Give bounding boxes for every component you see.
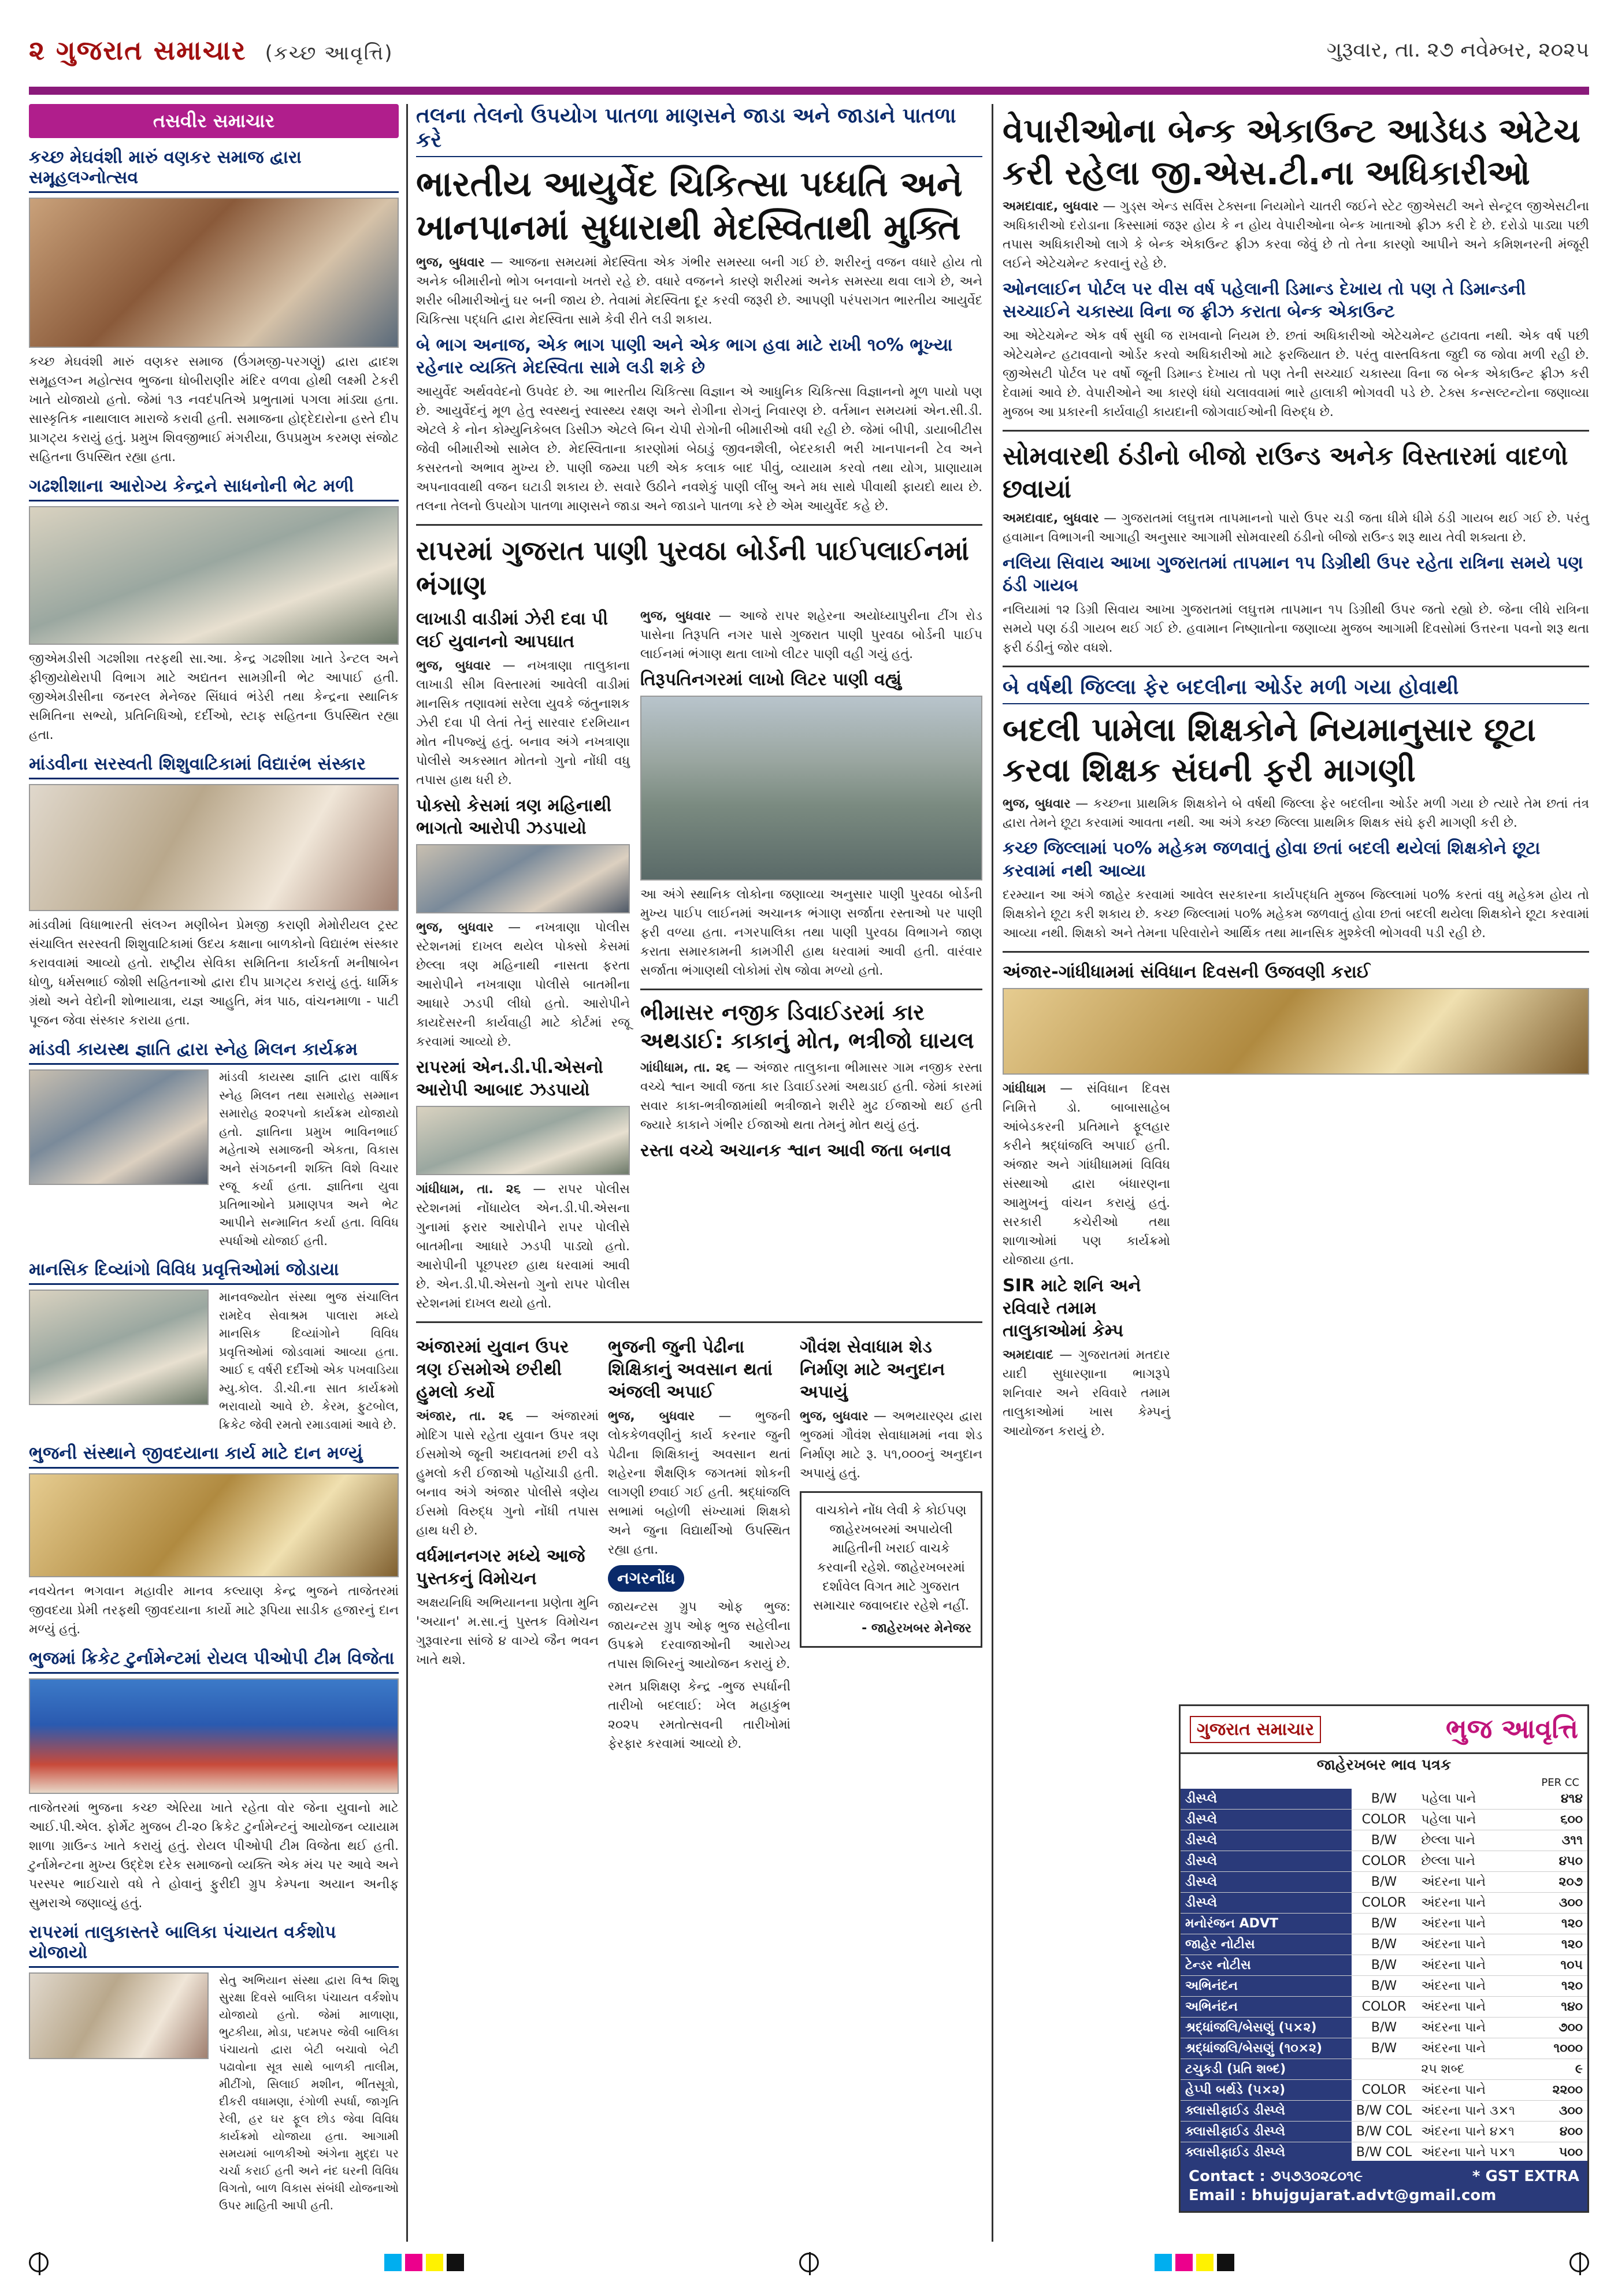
- black-swatch: [1217, 2254, 1234, 2271]
- separator: [640, 989, 982, 990]
- rate-position: અંદરના પાને: [1416, 2080, 1538, 2101]
- rate-price: ૩૦૦: [1539, 2101, 1588, 2122]
- cold-wave-subhead: નલિયા સિવાય આખા ગુજરાતમાં તાપમાન ૧૫ ડિગ્રીથી ઉપર રહેતા રાત્રિના સમયે પણ ઠંડી ગાયબ: [1003, 553, 1583, 596]
- byline: અંજાર, તા. ૨૬: [416, 1409, 514, 1424]
- black-swatch: [447, 2254, 464, 2271]
- rate-category: મનોરંજન ADVT: [1181, 1914, 1352, 1934]
- pipeline-burst-photo: [640, 696, 982, 880]
- rate-position: અંદરના પાને: [1416, 1914, 1538, 1934]
- rate-price: ૧૨૦: [1539, 1976, 1588, 1997]
- byline: ગાંધીધામ, તા. ૨૬: [416, 1182, 521, 1197]
- rate-price: ૧૦૦૦: [1539, 2038, 1588, 2059]
- rate-row: [1181, 2080, 1587, 2101]
- rate-category: અભિનંદન: [1181, 1997, 1352, 2018]
- rate-category: હેપ્પી બર્થડે (૫×૨): [1181, 2080, 1352, 2101]
- story-body: માંડવીમાં વિધાભારતી સંલગ્ન મણીબેન પ્રેમજી કરાણી મેમોરીયલ ટ્રસ્ટ સંચાલિત સરસ્વતી શિશુવાટિકામાં ઉદય કક્ષાના બાળકોનો વિદ્યારંભ સંસ્કાર કરાવવામાં આવ્યો હતો. રાષ્ટ્રીય સેવિકા સમિતિના કાર્યકર્તા મનીષાબેન ધોળુ, ધર્મસભાઈ જોશી સહિતનાઓ દ્વારા દીપ પ્રાગટ્ય કરાયું હતું. ધાર્મિક ગ્રંથો અને વેદોની શોભાયાત્રા, યજ્ઞ આહુતિ, મંત્ર પાઠ, વાંચનમાળા - પાટી પૂજન જેવા સંસ્કાર કરાયા હતા.: [29, 918, 399, 1028]
- samvidhan-text: સંવિધાન દિવસ નિમિત્તે ડો. બાબાસાહેબ આંબેડકરની પ્રતિમાને ફૂલહાર કરીને શ્રદ્ધાંજલિ અપાઈ હતી. અંજાર અને ગાંધીધામમાં વિવિધ સંસ્થાઓ દ્વારા બંધારણના આમુખનું વાંચન કરાયું હતું. સરકારી કચેરીઓ તથા શાળાઓમાં પણ કાર્યક્રમો યોજાયા હતા.: [1003, 1082, 1170, 1268]
- byline: ગાંધીધામ: [1003, 1082, 1046, 1097]
- gst-lead-text: ગુડ્સ એન્ડ સર્વિસ ટેક્સના નિયમોને ચાતરી જઈને સ્ટેટ જીએસટી અને સેન્ટ્રલ જીએસટીના અધિકારીઓ દરોડાના કિસ્સામાં જરૂર હોય કે ન હોય વેપારીઓના બેન્ક ખાતાઓ ફ્રીઝ કરી દે છે. દરોડો પાડ્યા પછી તપાસ અધિકારીઓ લાગે કે બેન્ક એકાઉન્ટ ફ્રીઝ કરવા જેવું છે તો તેના કારણો આપીને અને કમિશનરની મંજૂરી લઈને એટેચમેન્ટ કરવાનું રહે છે.: [1003, 199, 1589, 271]
- byline: ભુજ, બુધવાર: [416, 658, 491, 673]
- byline: ભુજ, બુધવાર: [608, 1409, 695, 1424]
- rate-position: ૨૫ શબ્દ: [1416, 2059, 1538, 2080]
- story-slug: રાપરમાં તાલુકાસ્તરે બાલિકા પંચાયત વર્કશોપ યોજાયો: [29, 1918, 399, 1968]
- rate-position: અંદરના પાને: [1416, 1872, 1538, 1893]
- bhimasar-body: ગાંધીધામ, તા. ૨૬ — અંજાર તાલુકાના ભીમાસર ગામ નજીક રસ્તા વચ્ચે શ્વાન આવી જતા કાર ડિવાઈડરમાં અથડાઈ હતી. જેમાં કારમાં સવાર કાકા-ભત્રીજામાંથી ભત્રીજાને શરીરે મુઢ ઈજાઓ થઈ હતી જ્યારે કાકાને ગંભીર ઈજાઓ થતા તેમનું મોત થયું હતું.: [640, 1061, 982, 1133]
- rate-row: [1181, 2018, 1587, 2038]
- rate-position: અંદરના પાને: [1416, 2018, 1538, 2038]
- byline: ગાંધીધામ, તા. ૨૬: [640, 1061, 730, 1076]
- divyang-photo: [29, 1290, 209, 1405]
- story-body: સેતુ અભિયાન સંસ્થા દ્વારા વિશ્વ શિશુ સુરક્ષા દિવસે બાલિકા પંચાયત વર્કશોપ યોજાયો હતો. જેમાં માળાણા, ભુટકીયા, મોડા, પદમપર જેવી બાલિકા પંચાયતો દ્વારા બેટી બચાવો બેટી પઢાવોના સૂત્ર સાથે બાળકી તાલીમ, મીટીંગો, સિલાઈ મશીન, ભીંતસૂત્રો, દીકરી વધામણા, રંગોળી સ્પર્ધા, જાગૃતિ રેલી, હર ઘર ફૂલ છોડ જેવા વિવિધ કાર્યક્રમો યોજાયા હતા. આગામી સમયમાં બાળકીઓ અંગેના મુદ્દા પર ચર્ચા કરાઈ હતી અને નંદ ઘરની વિવિધ વિગતો, બાળ વિકાસ સંબંધી યોજનાઓ ઉપર માહિતી આપી હતી.: [219, 1973, 399, 2212]
- rate-category: ક્લાસીફાઈડ ડીસ્પ્લે: [1181, 2142, 1352, 2163]
- story-body: કચ્છ મેઘવંશી મારું વણકર સમાજ (ઉંગમજી-પરગણું) દ્વારા દ્વાદશ સમૂહલગ્ન મહોત્સવ ભુજના ધોબીરાણીર મંદિર વળવા હોથી લક્ષ્મી ટેકરી ખાતે યોજાયો હતો. જેમાં ૧૩ નવદંપતિએ પ્રભુતામાં પગલા માંડ્યા હતા. સાસ્કૃતિક નાથાલાલ મારાજે કરાવી હતી. સમાજના હોદ્દેદારોના હસ્તે દીપ પ્રાગટ્ય કરાયું હતું. પ્રમુખ શિવજીભાઈ મંગરીયા, ઉપપ્રમુખ કરમણ સંજોટ સહિતના ઉપસ્થિત રહ્યા હતા.: [29, 355, 399, 465]
- rate-row: [1181, 1934, 1587, 1955]
- rate-type: [1352, 2059, 1417, 2080]
- ndps-body: ગાંધીધામ, તા. ૨૬ — રાપર પોલીસ સ્ટેશનમાં નોંધાયેલ એન.ડી.પી.એસના ગુનામાં ફરાર આરોપીને રાપર પોલીસે બાતમીના આધારે ઝડપી પાડ્યો હતો. આરોપીની પૂછપરછ હાથ ધરવામાં આવી છે. એન.ડી.પી.એસનો ગુનો રાપર પોલીસ સ્ટેશનમાં દાખલ થયો હતો.: [416, 1182, 630, 1311]
- rate-table: [1181, 1789, 1587, 2163]
- masthead-rule: [29, 87, 1589, 95]
- cold-lead-text: ગુજરાતમાં લઘુત્તમ તાપમાનનો પારો ઉપર ચડી જતા ધીમે ધીમે ઠંડી ગાયબ થઈ ગઈ છે. પરંતુ હવામાન વિભાગની આગાહી અનુસાર આગામી સોમવારથી ઠંડીનો બીજો રાઉન્ડ શરૂ થાય તેવી શક્યતા છે.: [1003, 511, 1589, 545]
- rate-contact: [1181, 2161, 1587, 2211]
- samvidhan-photo: [1003, 988, 1589, 1075]
- ayurveda-headline: ભારતીય આયુર્વેદ ચિકિત્સા પધ્ધતિ અને ખાનપાનમાં સુધારાથી મેદસ્વિતાથી મુક્તિ: [416, 164, 963, 248]
- rate-row: [1181, 2142, 1587, 2163]
- transfer-body: દરમ્યાન આ અંગે જાહેર કરવામાં આવેલ સરકારના કાર્યપદ્ધતિ મુજબ જિલ્લામાં ૫૦% કરતાં વધુ મહેકમ હોય તો શિક્ષકોને છૂટા કરી શકાય છે. કચ્છ જિલ્લામાં ૫૦% મહેકમ જળવાતું હોવા છતાં બદલી થયેલા શિક્ષકોને છૂટા કરવામાં આવ્યા નથી. શિક્ષકો અને તેમના પરિવારોને આર્થિક તથા માનસિક મુશ્કેલી ભોગવવી પડી રહી છે.: [1003, 888, 1589, 941]
- right-column: [1003, 104, 1589, 1441]
- rate-price: ૧૨૦: [1539, 1934, 1588, 1955]
- paper-logo: ગુજરાત સમાચાર: [1190, 1716, 1321, 1743]
- lakhadi-headline: લાખાડી વાડીમાં ઝેરી દવા પી લઈ યુવાનનો આપઘાત: [416, 608, 608, 652]
- teacher-tribute-headline: ભુજની જુની પેઢીના શિક્ષિકાનું અવસાન થતાં અંજલી અપાઈ: [608, 1336, 773, 1402]
- gaushala-headline: ગૌવંશ સેવાધામ શેડ નિર્માણ માટે અનુદાન અપાયું: [800, 1336, 945, 1402]
- nagarnondh-item: જાયન્ટસ ગ્રુપ ઓફ ભુજ: જાયન્ટસ ગ્રુપ ઓફ ભુજ સહેલીના ઉપક્રમે દરવાજાઓની આરોગ્ય તપાસ શિબિરનું આયોજન કરાયું છે.: [608, 1599, 791, 1671]
- rate-position: અંદરના પાને: [1416, 1955, 1538, 1976]
- gst-body: આ એટેચમેન્ટ એક વર્ષ સુધી જ રાખવાનો નિયમ છે. છતાં અધિકારીઓ એટેચમેન્ટ હટાવતા નથી. એક વર્ષ પછી એટેચમેન્ટ હટાવવાનો ઓર્ડર કરવો અધિકારીઓ માટે ફરજિયાત છે. પરંતુ વાસ્તવિકતા જુદી જ જોવા મળી રહી છે. જીએસટી પોર્ટલ પર વર્ષો જૂની ડિમાન્ડ દેખાય તો પણ તેની સચ્ચાઈ ચકાસ્યા વિના જ બેન્ક એકાઉન્ટ ફ્રીઝ કરી દેવામાં આવે છે. વેપારીઓને આ કારણે ધંધો ચલાવવામાં ભારે હાલાકી ભોગવવી પડે છે. ટેક્સ કન્સલ્ટન્ટોના જણાવ્યા મુજબ આ પ્રકારની કાર્યવાહી કાયદાની જોગવાઈઓની વિરુદ્ધ છે.: [1003, 329, 1589, 419]
- teacher-transfer-headline: બદલી પામેલા શિક્ષકોને નિયમાનુસાર છૂટા કરવા શિક્ષક સંઘની ફરી માગણી: [1003, 711, 1536, 790]
- rate-type: COLOR: [1352, 2080, 1417, 2101]
- rapar-pipeline-headline: રાપરમાં ગુજરાત પાણી પુરવઠા બોર્ડની પાઈપલાઈનમાં ભંગાણ: [416, 535, 970, 601]
- rate-price: ૭૦૦: [1539, 2018, 1588, 2038]
- rate-position: પહેલા પાને: [1416, 1789, 1538, 1810]
- rate-row: [1181, 2038, 1587, 2059]
- gaushala-body: ભુજ, બુધવાર — અભયારણ્ય દ્વારા ભુજમાં ગૌવંશ સેવાધામમાં નવા શેડ નિર્માણ માટે રૂ. ૫૧,૦૦૦નું અનુદાન અપાયું હતું.: [800, 1409, 982, 1481]
- ndps-headline: રાપરમાં એન.ડી.પી.એસનો આરોપી આબાદ ઝડપાયો: [416, 1057, 603, 1100]
- rate-category: ડીસ્પ્લે: [1181, 1893, 1352, 1914]
- rate-type: COLOR: [1352, 1997, 1417, 2018]
- rate-position: અંદરના પાને: [1416, 1976, 1538, 1997]
- notice-text: વાચકોને નોંધ લેવી કે કોઈપણ જાહેરખબરમાં અપાયેલી માહિતીની ખરાઈ વાચકે કરવાની રહેશે. જાહેરખબરમાં દર્શાવેલ વિગત માટે ગુજરાત સમાચાર જવાબદાર રહેશે નહીં.: [812, 1503, 970, 1613]
- rate-price: ૩૦૦: [1539, 1893, 1588, 1914]
- registration-mark-icon: [799, 2253, 819, 2272]
- photo-news-column: [29, 104, 399, 2242]
- masthead: [29, 23, 1589, 87]
- ndps-text: રાપર પોલીસ સ્ટેશનમાં નોંધાયેલ એન.ડી.પી.એસના ગુનામાં ફરાર આરોપીને રાપર પોલીસે બાતમીના આધારે ઝડપી પાડ્યો હતો. આરોપીની પૂછપરછ હાથ ધરવામાં આવી છે. એન.ડી.પી.એસનો ગુનો રાપર પોલીસ સ્ટેશનમાં દાખલ થયો હતો.: [416, 1182, 630, 1311]
- rate-position: અંદરના પાને ૪×૧: [1416, 2122, 1538, 2142]
- transfer-subhead: કચ્છ જિલ્લામાં ૫૦% મહેકમ જળવાતું હોવા છતાં બદલી થયેલાં શિક્ષકોને છૂટા કરવામાં નથી આવ્યા: [1003, 838, 1541, 882]
- rate-row: [1181, 2059, 1587, 2080]
- contact-email: Email : bhujgujarat.advt@gmail.com: [1189, 2187, 1497, 2204]
- story-body: તાજેતરમાં ભુજના કચ્છ એરિયા ખાતે રહેતા વોર જેના યુવાનો માટે આઈ.પી.એલ. ફોર્મેટ મુજબ ટી-૨૦ ક્રિકેટ ટુર્નામેન્ટનું આયોજન વ્યાયામ શાળા ગ્રાઉન્ડ ખાતે કરાયું હતું. રોયલ પીઓપી ટીમ વિજેતા થઈ હતી. ટુર્નામેન્ટના મુખ્ય ઉદ્દેશ દરેક સમાજનો વ્યક્તિ એક મંચ પર આવે અને પરસ્પર ભાઈચારો વધે તે હોવાનું ફુરીદી ગ્રુપ કેમ્પના અયાન અનીફ સુમરાએ જણાવ્યું હતું.: [29, 1801, 399, 1911]
- rate-row: [1181, 1830, 1587, 1851]
- byline: અમદાવાદ, બુધવાર: [1003, 511, 1099, 526]
- anjar-attack-body: અંજાર, તા. ૨૬ — અંજારમાં મોદિગ પાસે રહેતા યુવાન ઉપર ત્રણ ઈસમોએ જૂની અદાવતમાં છરી વડે હુમલો કરી ઈજાઓ પહોંચાડી હતી. બનાવ અંગે અંજાર પોલીસે ત્રણેય ઈસમો વિરુદ્ધ ગુનો નોંધી તપાસ હાથ ધરી છે.: [416, 1409, 599, 1538]
- story-slug: માનસિક દિવ્યાંગો વિવિધ પ્રવૃત્તિઓમાં જોડાયા: [29, 1255, 399, 1285]
- kicker: તલના તેલનો ઉપયોગ પાતળા માણસને જાડા અને જાડાને પાતળા કરે: [416, 104, 982, 157]
- rate-category: જાહેર નોટીસ: [1181, 1934, 1352, 1955]
- registration-mark-icon: [29, 2253, 49, 2272]
- rate-category: ડીસ્પ્લે: [1181, 1872, 1352, 1893]
- rate-price: ૪૦૦: [1539, 2122, 1588, 2142]
- story-slug: ભુજમાં ક્રિકેટ ટુર્નામેન્ટમાં રોયલ પીઓપી ટીમ વિજેતા: [29, 1644, 399, 1674]
- samvidhan-body: ગાંધીધામ — સંવિધાન દિવસ નિમિત્તે ડો. બાબાસાહેબ આંબેડકરની પ્રતિમાને ફૂલહાર કરીને શ્રદ્ધાંજલિ અપાઈ હતી. અંજાર અને ગાંધીધામમાં વિવિધ સંસ્થાઓ દ્વારા બંધારણના આમુખનું વાંચન કરાયું હતું. સરકારી કચેરીઓ તથા શાળાઓમાં પણ કાર્યક્રમો યોજાયા હતા.: [1003, 1082, 1170, 1268]
- anjar-attack-headline: અંજારમાં યુવાન ઉપર ત્રણ ઈસમોએ છરીથી હુમલો કર્યો: [416, 1336, 569, 1402]
- lead-text: આજના સમયમાં મેદસ્વિતા એક ગંભીર સમસ્યા બની ગઈ છે. શરીરનું વજન વધારે હોય તો અનેક બીમારીનો ભોગ બનવાનો ખતરો રહે છે. વધારે વજનને કારણે શરીરમાં અનેક સમસ્યા થવા લાગે છે, અને શરીર બીમારીઓનું ઘર બની જાય છે. તેવામાં મેદસ્વિતા દૂર કરવી જરૂરી છે. આપણી પરંપરાગત ભારતીય આયુર્વેદ ચિકિત્સા પદ્ધતિ દ્વારા મેદસ્વિતા સામે કેવી રીતે લડી શકાય.: [416, 255, 982, 327]
- rate-price: ૩૧૧: [1539, 1830, 1588, 1851]
- teacher-text: ભુજની લોકકેળવણીનું કાર્ય કરનાર જુની પેઢીના શિક્ષિકાનું અવસાન થતાં શહેરના શૈક્ષણિક જગતમાં શોકની લાગણી છવાઈ ગઈ હતી. શ્રદ્ધાંજલિ સભામાં બહોળી સંખ્યામાં શિક્ષકો અને જુના વિદ્યાર્થીઓ ઉપસ્થિત રહ્યા હતા.: [608, 1409, 791, 1557]
- contact-number: Contact : ૭૫૭૩૦૨૮૦૧૯: [1189, 2168, 1363, 2185]
- school-photo: [29, 784, 399, 911]
- rate-price: ૨૨૦૦: [1539, 2080, 1588, 2101]
- rate-position: અંદરના પાને: [1416, 1893, 1538, 1914]
- rate-type: COLOR: [1352, 1851, 1417, 1872]
- story-body: માંડવી કાયસ્થ જ્ઞાતિ દ્વારા વાર્ષિક સ્નેહ મિલન તથા સમારોહ સમ્માન સમારોહ ૨૦૨૫નો કાર્યક્રમ યોજાયો હતો. જ્ઞાતિના પ્રમુખ ભાવિનભાઈ મહેતાએ સમાજની એકતા, વિકાસ અને સંગઠનની શક્તિ વિશે વિચાર રજૂ કર્યા હતા. જ્ઞાતિના યુવા પ્રતિભાઓને પ્રમાણપત્ર અને ભેટ આપીને સન્માનિત કર્યા હતા. વિવિધ સ્પર્ધાઓ યોજાઈ હતી.: [219, 1070, 399, 1248]
- pocso-text: નખત્રાણા પોલીસ સ્ટેશનમાં દાખલ થયેલ પોક્સો કેસમાં છેલ્લા ત્રણ મહિનાથી નાસતા ફરતા આરોપીને નખત્રાણા પોલીસે બાતમીના આધારે ઝડપી લીધો હતો. આરોપીને કાયદેસરની કાર્યવાહી માટે કોર્ટમાં રજૂ કરવામાં આવ્યો છે.: [416, 920, 630, 1049]
- cold-wave-lead: અમદાવાદ, બુધવાર — ગુજરાતમાં લઘુત્તમ તાપમાનનો પારો ઉપર ચડી જતા ધીમે ધીમે ઠંડી ગાયબ થઈ ગઈ છે. પરંતુ હવામાન વિભાગની આગાહી અનુસાર આગામી સોમવારથી ઠંડીનો બીજો રાઉન્ડ શરૂ થાય તેવી શક્યતા છે.: [1003, 511, 1589, 545]
- rate-category: ડીસ્પ્લે: [1181, 1851, 1352, 1872]
- rate-position: અંદરના પાને: [1416, 1997, 1538, 2018]
- rate-row: [1181, 1851, 1587, 1872]
- byline: ભુજ, બુધવાર: [800, 1409, 869, 1424]
- middle-column: [416, 104, 982, 1753]
- rate-type: B/W: [1352, 1789, 1417, 1810]
- ad-rate-card: [1179, 1704, 1589, 2213]
- vardhman-body: અક્ષયનિધિ અભિયાનના પ્રણેતા મુનિ 'અયાન' મ.સા.નું પુસ્તક વિમોચન ગુરૂવારના સાંજે ૪ વાગ્યે જૈન ભવન ખાતે થશે.: [416, 1595, 599, 1667]
- anjar-text: અંજારમાં મોદિગ પાસે રહેતા યુવાન ઉપર ત્રણ ઈસમોએ જૂની અદાવતમાં છરી વડે હુમલો કરી ઈજાઓ પહોંચાડી હતી. બનાવ અંગે અંજાર પોલીસે ત્રણેય ઈસમો વિરુદ્ધ ગુનો નોંધી તપાસ હાથ ધરી છે.: [416, 1409, 599, 1538]
- rate-row: [1181, 2101, 1587, 2122]
- sir-camp-headline: SIR માટે શનિ અને રવિવારે તમામ તાલુકાઓમાં કેમ્પ: [1003, 1276, 1141, 1342]
- byline: અમદાવાદ: [1003, 1348, 1053, 1363]
- cyan-swatch: [384, 2254, 402, 2271]
- rate-category: ડીસ્પ્લે: [1181, 1810, 1352, 1830]
- rate-category: અભિનંદન: [1181, 1976, 1352, 1997]
- ayurveda-lead: ભુજ, બુધવાર — આજના સમયમાં મેદસ્વિતા એક ગંભીર સમસ્યા બની ગઈ છે. શરીરનું વજન વધારે હોય તો અનેક બીમારીનો ભોગ બનવાનો ખતરો રહે છે. વધારે વજનને કારણે શરીરમાં અનેક સમસ્યા થવા લાગે છે, અને શરીર બીમારીઓનું ઘર બની જાય છે. તેવામાં મેદસ્વિતા દૂર કરવી જરૂરી છે. આપણી પરંપરાગત ભારતીય આયુર્વેદ ચિકિત્સા પદ્ધતિ દ્વારા મેદસ્વિતા સામે કેવી રીતે લડી શકાય.: [416, 255, 982, 327]
- rate-type: B/W: [1352, 2038, 1417, 2059]
- nagarnondh-item: રમત પ્રશિક્ષણ કેન્દ્ર -ભુજ સ્પર્ધાની તારીખો બદલાઈ: ખેલ મહાકુંભ ૨૦૨૫ રમતોત્સવની તારીખોમાં ફેરફાર કરવામાં આવ્યો છે.: [608, 1679, 791, 1751]
- rate-position: અંદરના પાને ૫×૧: [1416, 2142, 1538, 2163]
- transfer-lead-text: કચ્છના પ્રાથમિક શિક્ષકોને બે વર્ષથી જિલ્લા ફેર બદલીના ઓર્ડર મળી ગયા છે ત્યારે તેમ છતાં તંત્ર દ્વારા તેમને છૂટા કરવામાં આવતા નથી. આ અંગે કચ્છ જિલ્લા પ્રાથમિક શિક્ષક સંઘે ફરી માગણી કરી છે.: [1003, 797, 1590, 831]
- bhimasar-headline: ભીમાસર નજીક ડિવાઈડરમાં કાર અથડાઈ: કાકાનું મોત, ભત્રીજો ઘાયલ: [640, 999, 974, 1053]
- transfer-lead: ભુજ, બુધવાર — કચ્છના પ્રાથમિક શિક્ષકોને બે વર્ષથી જિલ્લા ફેર બદલીના ઓર્ડર મળી ગયા છે ત્યારે તેમ છતાં તંત્ર દ્વારા તેમને છૂટા કરવામાં આવતા નથી. આ અંગે કચ્છ જિલ્લા પ્રાથમિક શિક્ષક સંઘે ફરી માગણી કરી છે.: [1003, 797, 1590, 831]
- rate-row: [1181, 1976, 1587, 1997]
- paper-name: ગુજરાત સમાચાર: [56, 35, 247, 66]
- vardhman-headline: વર્ધમાનનગર મધ્યે આજે પુસ્તકનું વિમોચન: [416, 1545, 585, 1589]
- rate-price: ૪૧૪: [1539, 1789, 1588, 1810]
- sir-camp-body: અમદાવાદ — ગુજરાતમાં મતદાર યાદી સુધારણાના ભાગરૂપે શનિવાર અને રવિવારે તમામ તાલુકાઓમાં ખાસ કેમ્પનું આયોજન કરાયું છે.: [1003, 1348, 1170, 1439]
- rate-row: [1181, 1872, 1587, 1893]
- rate-position: અંદરના પાને: [1416, 1934, 1538, 1955]
- separator: [416, 1321, 982, 1323]
- story-slug: કચ્છ મેઘવંશી મારું વણકર સમાજ દ્વારા સમૂહલગ્નોત્સવ: [29, 143, 399, 193]
- ndps-accused-photo: [416, 1106, 630, 1175]
- lakhadi-text: નખત્રાણા તાલુકાના લાખાડી સીમ વિસ્તારમાં આવેલી વાડીમાં માનસિક તણાવમાં સરેલા યુવકે જંતુનાશક ઝેરી દવા પી લેતાં તેનું સારવાર દરમિયાન મોત નીપજ્યું હતું. બનાવ અંગે નખત્રાણા પોલીસે અકસ્માત મોતનો ગુનો નોંધી વધુ તપાસ હાથ ધરી છે.: [416, 658, 630, 787]
- gst-note: * GST EXTRA: [1472, 2168, 1579, 2185]
- rate-category: ડીસ્પ્લે: [1181, 1789, 1352, 1810]
- rate-price: ૪૫૦: [1539, 1851, 1588, 1872]
- photo-news-ribbon: તસવીર સમાચાર: [29, 104, 399, 138]
- story-body: નવચેતન ભગવાન મહાવીર માનવ કલ્યાણ કેન્દ્ર ભુજને તાજેતરમાં જીવદયા પ્રેમી તરફથી જીવદયાના કાર્યો માટે રૂપિયા સાડીક હજારનું દાન મળ્યું હતું.: [29, 1584, 399, 1637]
- rate-category: શ્રદ્ધાંજલિ/બેસણું (૧૦×૨): [1181, 2038, 1352, 2059]
- rate-price: ૯: [1539, 2059, 1588, 2080]
- rate-position: પહેલા પાને: [1416, 1810, 1538, 1830]
- workshop-photo: [29, 1972, 209, 2059]
- pocso-headline: પોક્સો કેસમાં ત્રણ મહિનાથી ભાગતો આરોપી ઝડપાયો: [416, 795, 612, 838]
- rate-type: B/W: [1352, 1955, 1417, 1976]
- transfer-kicker: બે વર્ષથી જિલ્લા ફેર બદલીના ઓર્ડર મળી ગયા હોવાથી: [1003, 675, 1589, 704]
- separator: [1003, 666, 1589, 667]
- byline: ભુજ, બુધવાર: [416, 255, 485, 270]
- rate-unit: PER CC: [1541, 1777, 1579, 1789]
- rapar-lead: ભુજ, બુધવાર — આજે રાપર શહેરના અયોધ્યાપુરીના ટીંગ રોડ પાસેના તિરૂપતિ નગર પાસે ગુજરાત પાણી પુરવઠા બોર્ડની પાઈપ લાઈનમાં ભંગાણ થતા લાખો લીટર પાણી વહી ગયું હતું.: [640, 608, 982, 662]
- rate-type: B/W COL: [1352, 2101, 1417, 2122]
- rate-row: [1181, 2122, 1587, 2142]
- magenta-swatch: [1175, 2254, 1193, 2271]
- yellow-swatch: [426, 2254, 443, 2271]
- rate-category: ટેન્ડર નોટીસ: [1181, 1955, 1352, 1976]
- nagarnondh-tag: નગરનોંધ: [608, 1565, 684, 1592]
- story-body: માનવજ્યોત સંસ્થા ભુજ સંચાલિત રામદેવ સેવાશ્રમ પાલારા મધ્યે માનસિક દિવ્યાંગોને વિવિધ પ્રવૃત્તિઓમાં જોડવામાં આવ્યા હતા. આઈ ૬ વર્ષરી દર્દીઓ એક પખવાડિયા મ્યુ.કોલ. ડી.ચી.ના સાત કાર્યક્રમો ભરાવાયો આવે છે. કેરમ, ફુટબોલ, ક્રિકેટ જેવી રમતો રમાડવામાં આવે છે.: [219, 1290, 399, 1432]
- rate-price: ૧૪૦: [1539, 1997, 1588, 2018]
- color-bar: [384, 2254, 464, 2271]
- edition-label: (કચ્છ આવૃત્તિ): [265, 42, 394, 65]
- cold-wave-headline: સોમવારથી ઠંડીનો બીજો રાઉન્ડ અનેક વિસ્તારમાં વાદળો છવાયાં: [1003, 441, 1568, 504]
- rate-category: ટચુકડી (પ્રતિ શબ્દ): [1181, 2059, 1352, 2080]
- rate-type: B/W: [1352, 1976, 1417, 1997]
- column-divider: [992, 104, 993, 2242]
- byline: ભુજ, બુધવાર: [416, 920, 493, 935]
- lakhadi-body: ભુજ, બુધવાર — નખત્રાણા તાલુકાના લાખાડી સીમ વિસ્તારમાં આવેલી વાડીમાં માનસિક તણાવમાં સરેલા યુવકે જંતુનાશક ઝેરી દવા પી લેતાં તેનું સારવાર દરમિયાન મોત નીપજ્યું હતું. બનાવ અંગે નખત્રાણા પોલીસે અકસ્માત મોતનો ગુનો નોંધી વધુ તપાસ હાથ ધરી છે.: [416, 658, 630, 787]
- pocso-body: ભુજ, બુધવાર — નખત્રાણા પોલીસ સ્ટેશનમાં દાખલ થયેલ પોક્સો કેસમાં છેલ્લા ત્રણ મહિનાથી નાસતા ફરતા આરોપીને નખત્રાણા પોલીસે બાતમીના આધારે ઝડપી લીધો હતો. આરોપીને કાયદેસરની કાર્યવાહી માટે કોર્ટમાં રજૂ કરવામાં આવ્યો છે.: [416, 920, 630, 1049]
- bhimasar-subhead: રસ્તા વચ્ચે અચાનક શ્વાન આવી જતા બનાવ: [640, 1140, 952, 1161]
- rate-card-title: જાહેરખબર ભાવ પત્રક: [1316, 1756, 1452, 1774]
- rate-type: B/W COL: [1352, 2142, 1417, 2163]
- rate-category: ક્લાસીફાઈડ ડીસ્પ્લે: [1181, 2101, 1352, 2122]
- rate-type: B/W: [1352, 1830, 1417, 1851]
- gst-subhead: ઓનલાઈન પોર્ટલ પર વીસ વર્ષ પહેલાની ડિમાન્ડ દેખાય તો પણ તે ડિમાન્ડની સચ્ચાઈને ચકાસ્યા વિના જ ફ્રીઝ કરાતા બેન્ક એકાઉન્ટ: [1003, 279, 1526, 322]
- ayurveda-body: આયુર્વેદ અર્થવવેદનો ઉપવેદ છે. આ ભારતીય ચિકિત્સા વિજ્ઞાન એ આધુનિક ચિકિત્સા વિજ્ઞાનનો મૂળ પાયો પણ છે. આયુર્વેદનું મૂળ હેતુ સ્વસ્થનું સ્વાસ્થ્ય રક્ષણ અને રોગીના રોગનું નિવારણ છે. વર્તમાન સમયમાં એન.સી.ડી. એટલે કે નોન કોમ્યુનિકેબલ ડિસીઝ એટલે બિન ચેપી રોગોની બીમારીઓ વધી રહી છે. જેમાં બીપી, ડાયાબીટીસ જેવી બીમારીઓ સામેલ છે. મેદસ્વિતાના કારણોમાં બેઠાડું જીવનશૈલી, બેદરકારી ભરી ખાનપાનની ટેવ અને કસરતનો અભાવ મુખ્ય છે. પાણી જમ્યા પછી એક કલાક બાદ પીવું, વ્યાયામ કરવો તથા યોગ, પ્રાણાયામ અપનાવવાથી વજન ઘટાડી શકાય છે. સવારે ઉઠીને નવશેકું પાણી લીંબુ અને મધ સાથે પીવાથી ફાયદો થાય છે. તલના તેલનો ઉપયોગ પાતળા માણસને જાડા અને જાડાને પાતળા કરે છે એમ આયુર્વેદ કહે છે.: [416, 385, 982, 514]
- story-slug: માંડવીના સરસ્વતી શિશુવાટિકામાં વિદ્યારંભ સંસ્કાર: [29, 749, 399, 779]
- rate-price: ૧૨૦: [1539, 1914, 1588, 1934]
- magenta-swatch: [405, 2254, 422, 2271]
- rate-price: ૧૦૫: [1539, 1955, 1588, 1976]
- rapar-body: આ અંગે સ્થાનિક લોકોના જણાવ્યા અનુસાર પાણી પુરવઠા બોર્ડની મુખ્ય પાઈપ લાઈનમાં અચાનક ભંગાણ સર્જાતા રસ્તાઓ પર પાણી ફરી વળ્યા હતા. નગરપાલિકા તથા પાણી પુરવઠા વિભાગને જાણ કરાતા સમારકામની કામગીરી હાથ ધરવામાં આવી હતી. વારંવાર સર્જાતા ભંગાણથી લોકોમાં રોષ જોવા મળ્યો હતો.: [640, 887, 982, 978]
- wedding-photo: [29, 198, 399, 348]
- registration-mark-icon: [1569, 2253, 1589, 2272]
- rate-price: ૨૦૭: [1539, 1872, 1588, 1893]
- story-body: જીએમડીસી ગઢશીશા તરફથી સા.આ. કેન્દ્ર ગઢશીશા ખાતે ડેન્ટલ અને ફીજીયોથેરાપી વિભાગ માટે અદ્યતન સામગ્રીની ભેટ આપાઈ હતી. જીએમડીસીના જનરલ મેનેજર સિંધાવં ભંડેરી તથા કેન્દ્રના સ્થાનિક સમિતિના સભ્યો, પ્રતિનિધિઓ, દર્દીઓ, સ્ટાફ સહિતના ઉપસ્થિત રહ્યા હતા.: [29, 652, 399, 742]
- rate-position: છેલ્લા પાને: [1416, 1830, 1538, 1851]
- cricket-team-photo: [29, 1678, 399, 1794]
- sir-text: ગુજરાતમાં મતદાર યાદી સુધારણાના ભાગરૂપે શનિવાર અને રવિવારે તમામ તાલુકાઓમાં ખાસ કેમ્પનું આયોજન કરાયું છે.: [1003, 1348, 1170, 1439]
- gst-headline: વેપારીઓના બેન્ક એકાઉન્ટ આડેધડ એટેચ કરી રહેલા જી.એસ.ટી.ના અધિકારીઓ: [1003, 111, 1580, 192]
- rapar-photo-caption: તિરૂપતિનગરમાં લાખો લિટર પાણી વહ્યું: [640, 669, 901, 690]
- rate-type: COLOR: [1352, 1893, 1417, 1914]
- gst-lead: અમદાવાદ, બુધવાર — ગુડ્સ એન્ડ સર્વિસ ટેક્સના નિયમોને ચાતરી જઈને સ્ટેટ જીએસટી અને સેન્ટ્રલ જીએસટીના અધિકારીઓ દરોડાના કિસ્સામાં જરૂર હોય કે ન હોય વેપારીઓના બેન્ક ખાતાઓ ફ્રીઝ કરી દે છે. દરોડો પાડ્યા પછી તપાસ અધિકારીઓ લાગે કે બેન્ક એકાઉન્ટ ફ્રીઝ કરવા જેવું છે તો તેના કારણો આપીને અને કમિશનરની મંજૂરી લઈને એટેચમેન્ટ કરવાનું રહે છે.: [1003, 199, 1589, 271]
- rate-type: B/W: [1352, 2018, 1417, 2038]
- issue-date: ગુરૂવાર, તા. ૨૭ નવેમ્બર, ૨૦૨૫: [1326, 38, 1589, 62]
- accused-photo: [416, 844, 630, 913]
- cold-wave-body: નલિયામાં ૧૨ ડિગ્રી સિવાય આખા ગુજરાતમાં લઘુત્તમ તાપમાન ૧૫ ડિગ્રીથી ઉપર જતો રહ્યો છે. જેના લીધે રાત્રિના સમયે પણ ઠંડી ગાયબ થઈ ગઈ છે. હવામાન નિષ્ણાતોના જણાવ્યા મુજબ આગામી દિવસોમાં ઉત્તરના પવનો શરૂ થતા ફરી ઠંડીનું જોર વધશે.: [1003, 603, 1589, 656]
- rate-category: શ્રદ્ધાંજલિ/બેસણું (૫×૨): [1181, 2018, 1352, 2038]
- byline: અમદાવાદ, બુધવાર: [1003, 199, 1099, 214]
- story-slug: માંડવી કાયસ્થ જ્ઞાતિ દ્વારા સ્નેહ મિલન કાર્યક્રમ: [29, 1035, 399, 1065]
- rate-row: [1181, 1789, 1587, 1810]
- teacher-tribute-body: ભુજ, બુધવાર — ભુજની લોકકેળવણીનું કાર્ય કરનાર જુની પેઢીના શિક્ષિકાનું અવસાન થતાં શહેરના શૈક્ષણિક જગતમાં શોકની લાગણી છવાઈ ગઈ હતી. શ્રદ્ધાંજલિ સભામાં બહોળી સંખ્યામાં શિક્ષકો અને જુના વિદ્યાર્થીઓ ઉપસ્થિત રહ્યા હતા.: [608, 1409, 791, 1557]
- rate-row: [1181, 1997, 1587, 2018]
- ayurveda-subhead: બે ભાગ અનાજ, એક ભાગ પાણી અને એક ભાગ હવા માટે રાખી ૧૦% ભૂખ્યા રહેનાર વ્યક્તિ મેદસ્વિતા સામે લડી શકે છે: [416, 335, 953, 378]
- rate-category: ક્લાસીફાઈડ ડીસ્પ્લે: [1181, 2122, 1352, 2142]
- rate-position: અંદરના પાને: [1416, 2038, 1538, 2059]
- story-slug: ભુજની સંસ્થાને જીવદયાના કાર્ય માટે દાન મળ્યું: [29, 1439, 399, 1469]
- separator: [1003, 951, 1589, 953]
- print-footer: [29, 2251, 1589, 2274]
- story-slug: ગઢશીશાના આરોગ્ય કેન્દ્રને સાધનોની ભેટ મળી: [29, 471, 399, 501]
- rapar-lead-text: આજે રાપર શહેરના અયોધ્યાપુરીના ટીંગ રોડ પાસેના તિરૂપતિ નગર પાસે ગુજરાત પાણી પુરવઠા બોર્ડની પાઈપ લાઈનમાં ભંગાણ થતા લાખો લીટર પાણી વહી ગયું હતું.: [640, 608, 982, 662]
- yellow-swatch: [1196, 2254, 1214, 2271]
- separator: [416, 524, 982, 526]
- column-divider: [406, 104, 408, 2242]
- rate-type: B/W: [1352, 1872, 1417, 1893]
- cyan-swatch: [1155, 2254, 1172, 2271]
- rate-type: B/W COL: [1352, 2122, 1417, 2142]
- rate-row: [1181, 1955, 1587, 1976]
- ad-disclaimer-notice: [800, 1491, 982, 1648]
- bhimasar-text: અંજાર તાલુકાના ભીમાસર ગામ નજીક રસ્તા વચ્ચે શ્વાન આવી જતા કાર ડિવાઈડરમાં અથડાઈ હતી. જેમાં કારમાં સવાર કાકા-ભત્રીજામાંથી ભત્રીજાને શરીરે મુઢ ઈજાઓ થઈ હતી જ્યારે કાકાને ગંભીર ઈજાઓ થતા તેમનું મોત થયું હતું.: [640, 1061, 982, 1133]
- rate-position: છેલ્લા પાને: [1416, 1851, 1538, 1872]
- rate-position: અંદરના પાને ૩×૧: [1416, 2101, 1538, 2122]
- byline: ભુજ, બુધવાર: [640, 608, 711, 623]
- samvidhan-headline: અંજાર-ગાંધીધામમાં સંવિધાન દિવસની ઉજવણી કરાઈ: [1003, 962, 1370, 983]
- rate-price: ૬૦૦: [1539, 1810, 1588, 1830]
- rate-row: [1181, 1810, 1587, 1830]
- color-bar: [1155, 2254, 1234, 2271]
- rate-type: B/W: [1352, 1934, 1417, 1955]
- rate-card-header: [1181, 1706, 1587, 1754]
- rate-price: ૫૦૦: [1539, 2142, 1588, 2163]
- health-center-photo: [29, 506, 399, 645]
- donation-photo: [29, 1473, 399, 1577]
- sneh-milan-photo: [29, 1069, 209, 1185]
- rate-row: [1181, 1914, 1587, 1934]
- masthead-left: [29, 35, 394, 67]
- gaushala-text: અભયારણ્ય દ્વારા ભુજમાં ગૌવંશ સેવાધામમાં નવા શેડ નિર્માણ માટે રૂ. ૫૧,૦૦૦નું અનુદાન અપાયું હતું.: [800, 1409, 982, 1481]
- rate-row: [1181, 1893, 1587, 1914]
- rate-category: ડીસ્પ્લે: [1181, 1830, 1352, 1851]
- separator: [1003, 430, 1589, 432]
- edition-city: ભુજ આવૃત્તિ: [1445, 1713, 1578, 1744]
- notice-signature: - જાહેરખબર મેનેજર: [862, 1621, 971, 1636]
- byline: ભુજ, બુધવાર: [1003, 797, 1071, 812]
- rate-type: B/W: [1352, 1914, 1417, 1934]
- page-number: ૨: [29, 35, 46, 66]
- rate-type: COLOR: [1352, 1810, 1417, 1830]
